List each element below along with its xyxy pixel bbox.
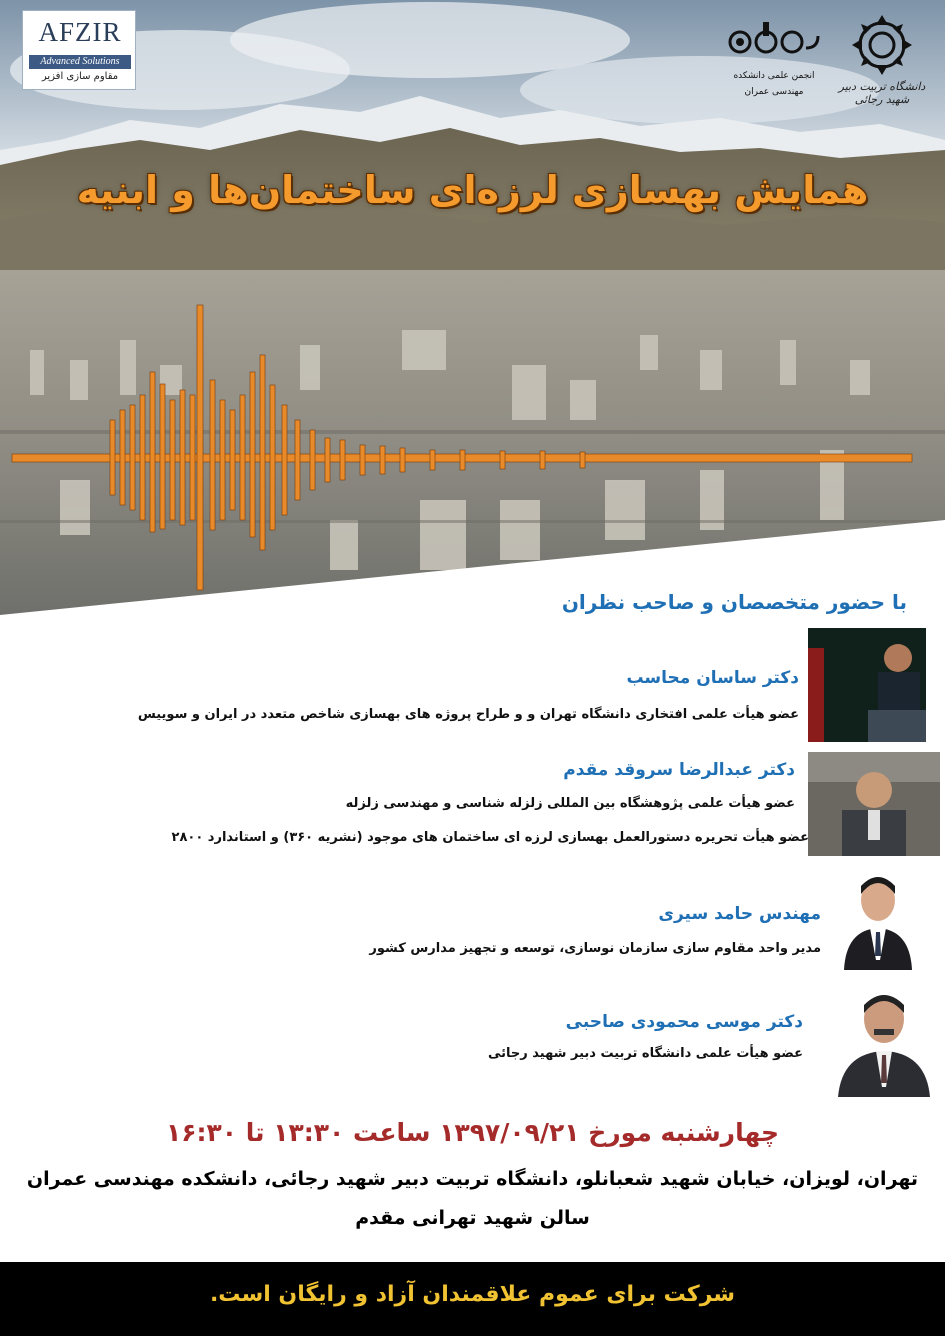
association-text-line2: مهندسی عمران (744, 87, 804, 97)
association-logo-icon (726, 18, 822, 64)
speaker-bio-3: مدیر واحد مقاوم سازی سازمان نوسازی، توسعه و تجهیز مدارس کشور (369, 941, 821, 956)
university-emblem-icon (846, 12, 918, 78)
footer-note: شرکت برای عموم علاقمندان آزاد و رایگان است. (209, 1282, 736, 1307)
speaker-photo-2-image (808, 752, 940, 856)
speaker-photo-4 (828, 979, 940, 1097)
speaker-photo-3 (836, 864, 920, 970)
speaker-bio-1: عضو هیأت علمی افتخاری دانشگاه تهران و و طراح پروژه های بهسازی شاخص متعدد در ایران و سوییس (137, 707, 799, 722)
speaker-name-1: دکتر ساسان محاسب (626, 668, 799, 688)
footer-bar (0, 1262, 945, 1336)
speaker-bio-2b: عضو هیأت تحریره دستورالعمل بهسازی لرزه ای ساختمان های موجود (نشریه ۳۶۰) و استاندارد ۲۸۰۰ (171, 830, 809, 845)
association-text-line1: انجمن علمی دانشکده (733, 71, 815, 81)
speaker-name-4: دکتر موسی محمودی صاحبی (565, 1012, 803, 1032)
speaker-photo-1-image (808, 628, 926, 742)
speaker-name-2: دکتر عبدالرضا سروقد مقدم (563, 760, 795, 780)
afzir-logo (22, 10, 136, 90)
subtitle: با حضور متخصصان و صاحب نظران (561, 590, 907, 614)
conference-title: همایش بهسازی لرزه‌ای ساختمان‌ها و ابنیه (76, 168, 869, 212)
afzir-logo-tagline: Advanced Solutions (29, 55, 131, 69)
speaker-photo-3-image (836, 864, 920, 970)
speaker-photo-4-image (828, 979, 940, 1097)
afzir-logo-persian: مقاوم سازی افزیر (41, 71, 119, 82)
event-address: تهران، لویزان، خیابان شهید شعبانلو، دانشگاه تربیت دبیر شهید رجائی، دانشکده مهندسی عمران (26, 1168, 919, 1190)
event-datetime: چهارشنبه مورخ ۱۳۹۷/۰۹/۲۱ ساعت ۱۳:۳۰ تا ۱۶:۳۰ (166, 1118, 779, 1147)
speaker-bio-2a: عضو هیأت علمی پژوهشگاه بین المللی زلزله شناسی و مهندسی زلزله (345, 796, 795, 811)
speaker-photo-2 (808, 752, 940, 856)
speaker-photo-1 (808, 628, 926, 742)
speaker-bio-4: عضو هیأت علمی دانشگاه تربیت دبیر شهید رجائی (487, 1046, 803, 1061)
speaker-name-3: مهندس حامد سیری (658, 904, 821, 924)
university-name: دانشگاه تربیت دبیر شهید رجائی (838, 80, 926, 106)
association-text (712, 68, 836, 100)
event-hall: سالن شهید تهرانی مقدم (355, 1207, 590, 1229)
afzir-logo-name: AFZIR (38, 17, 122, 47)
